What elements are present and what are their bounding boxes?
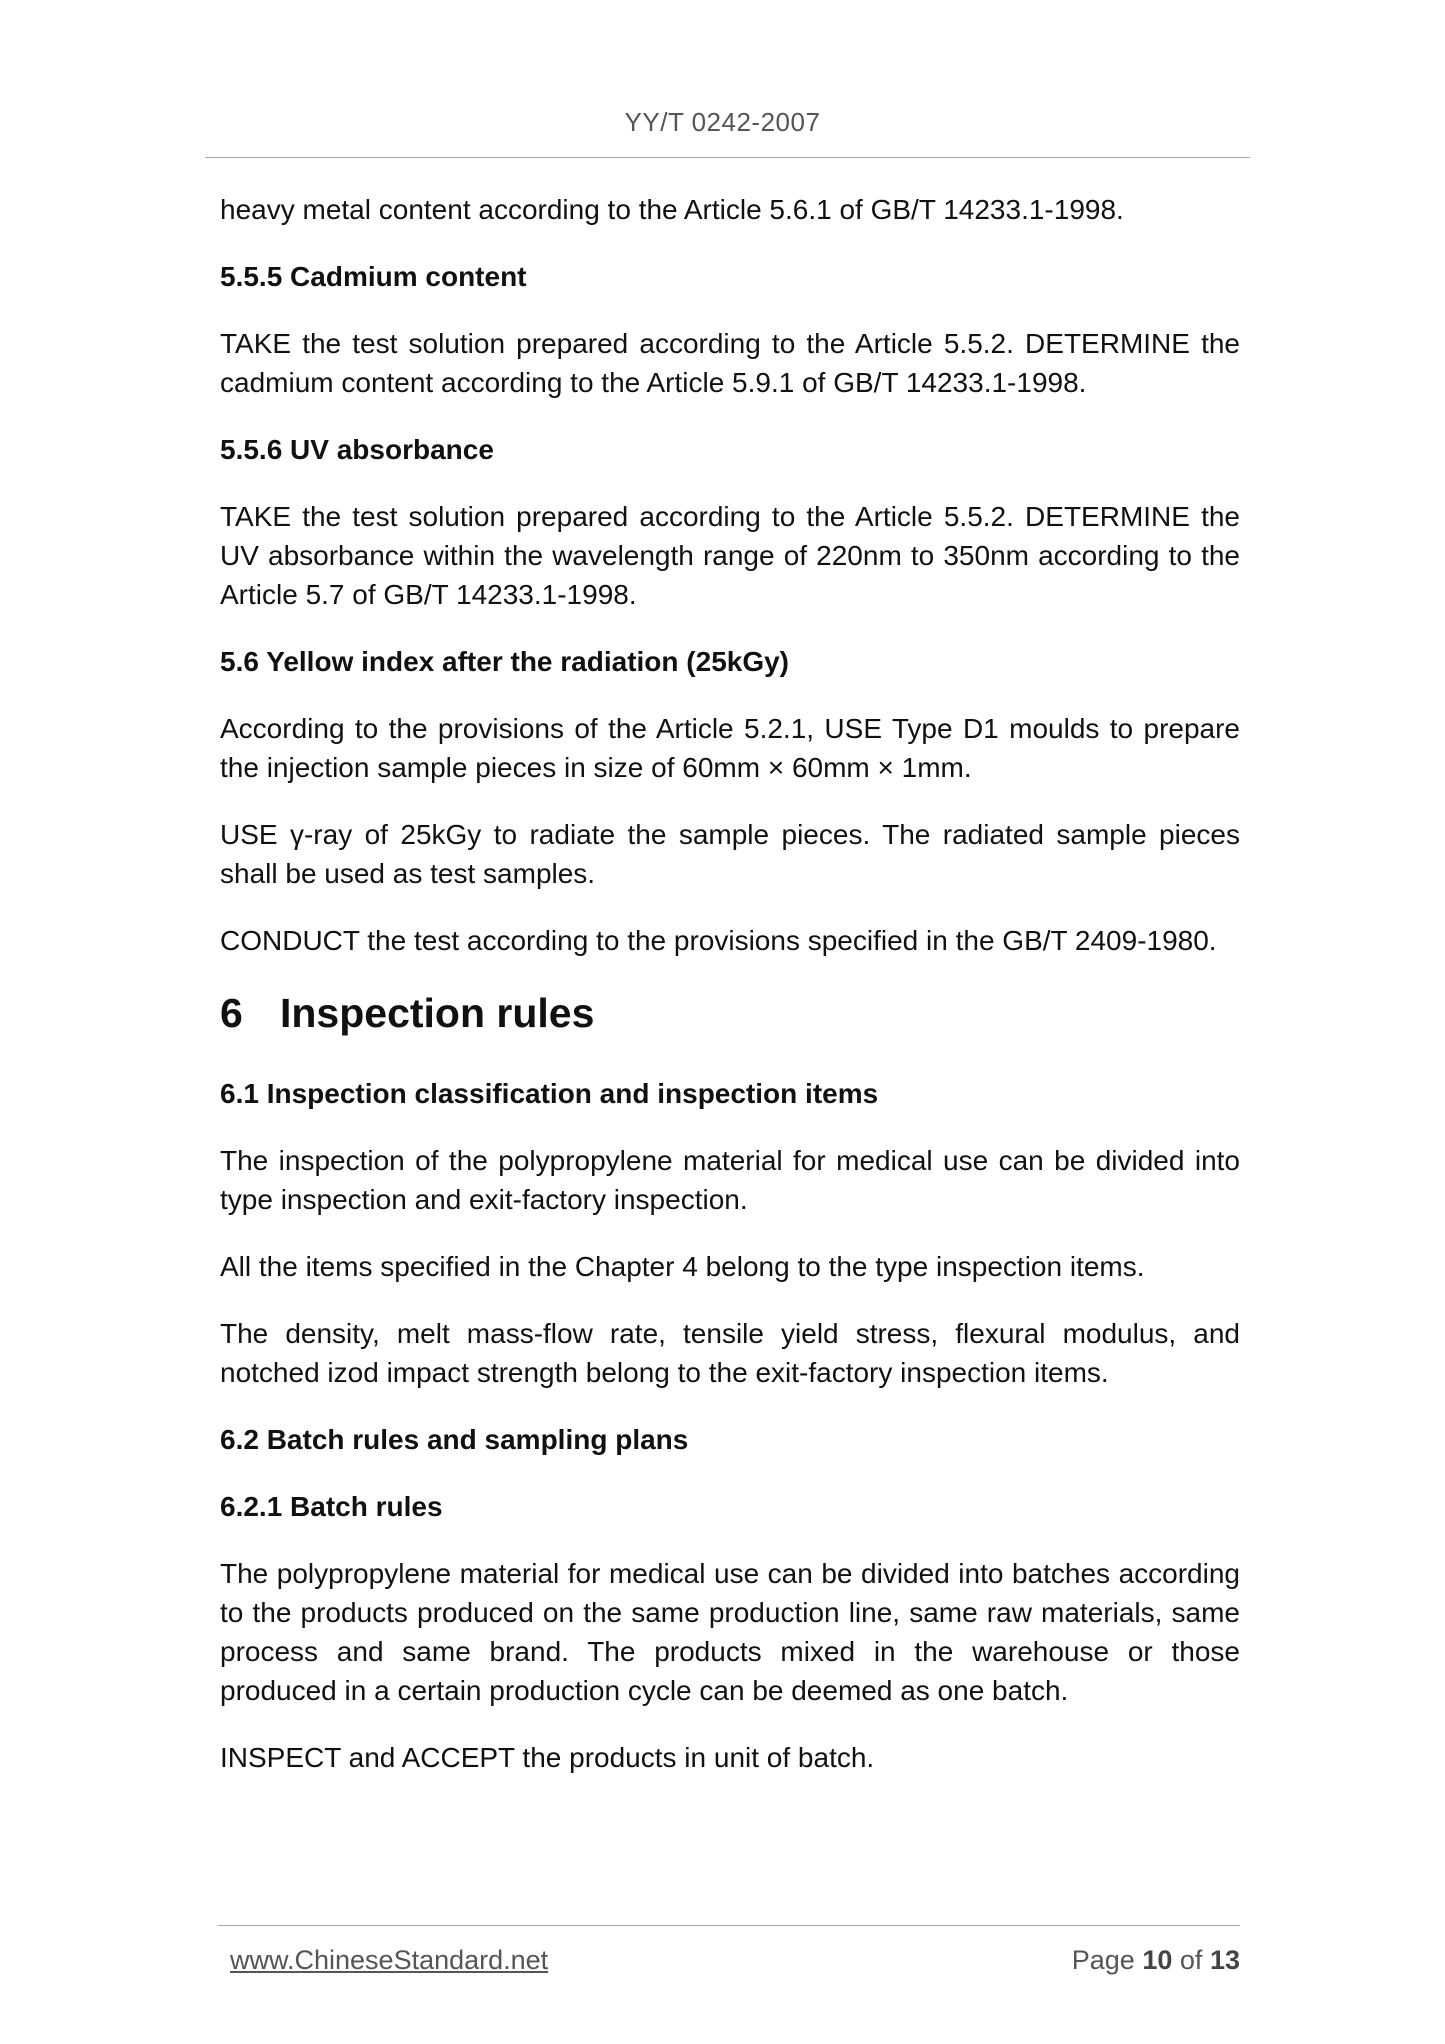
page-current: 10 (1142, 1945, 1173, 1975)
heading-5-5-5: 5.5.5 Cadmium content (220, 261, 527, 292)
paragraph-5-6-c: CONDUCT the test according to the provisions specified in the GB/T 2409-1980. (220, 925, 1217, 956)
page-of: of (1179, 1945, 1203, 1975)
header-divider (205, 157, 1250, 158)
paragraph-5-6-a: According to the provisions of the Article 5.2.1, USE Type D1 moulds to prepare the injection sample pieces in size of 60mm × 60mm × 1mm. (220, 713, 1240, 783)
heading-chapter-6-text: Inspection rules (280, 990, 595, 1036)
paragraph-6-1-c: The density, melt mass-flow rate, tensile yield stress, flexural modulus, and notched izod impact strength belong to the exit-factory inspection items. (220, 1318, 1240, 1388)
page-prefix: Page (1071, 1945, 1135, 1975)
heading-5-5-6: 5.5.6 UV absorbance (220, 434, 494, 465)
heading-6-2: 6.2 Batch rules and sampling plans (220, 1424, 689, 1455)
footer-website-link[interactable]: www.ChineseStandard.net (230, 1945, 549, 1975)
paragraph-6-2-1-b: INSPECT and ACCEPT the products in unit of batch. (220, 1742, 875, 1773)
paragraph-6-1-b: All the items specified in the Chapter 4 belong to the type inspection items. (220, 1251, 1145, 1282)
page-total: 13 (1209, 1945, 1240, 1975)
heading-chapter-6-number: 6 (220, 990, 243, 1036)
paragraph-continued: heavy metal content according to the Article 5.6.1 of GB/T 14233.1-1998. (220, 194, 1124, 225)
heading-6-2-1: 6.2.1 Batch rules (220, 1491, 443, 1522)
paragraph-6-1-a: The inspection of the polypropylene material for medical use can be divided into type inspection and exit-factory inspection. (220, 1145, 1240, 1215)
paragraph-6-2-1-a: The polypropylene material for medical use can be divided into batches according to the products produced on the same production line, same raw materials, same process and same brand. The products mixed in the warehouse or those produced in a certain production cycle can be deemed as one batch. (220, 1558, 1240, 1706)
heading-chapter-6 (220, 988, 1240, 1038)
paragraph-5-6-b: USE γ-ray of 25kGy to radiate the sample pieces. The radiated sample pieces shall be used as test samples. (220, 819, 1240, 889)
paragraph-5-5-6: TAKE the test solution prepared according to the Article 5.5.2. DETERMINE the UV absorbance within the wavelength range of 220nm to 350nm according to the Article 5.7 of GB/T 14233.1-1998. (220, 501, 1240, 610)
document-body (220, 190, 1240, 1805)
footer-page-number (1072, 1945, 1240, 1976)
page-header-title: YY/T 0242-2007 (624, 107, 821, 137)
footer-divider (218, 1925, 1240, 1926)
heading-6-1: 6.1 Inspection classification and inspection items (220, 1078, 879, 1109)
paragraph-5-5-5: TAKE the test solution prepared according to the Article 5.5.2. DETERMINE the cadmium content according to the Article 5.9.1 of GB/T 14233.1-1998. (220, 328, 1240, 398)
heading-5-6: 5.6 Yellow index after the radiation (25kGy) (220, 646, 790, 677)
